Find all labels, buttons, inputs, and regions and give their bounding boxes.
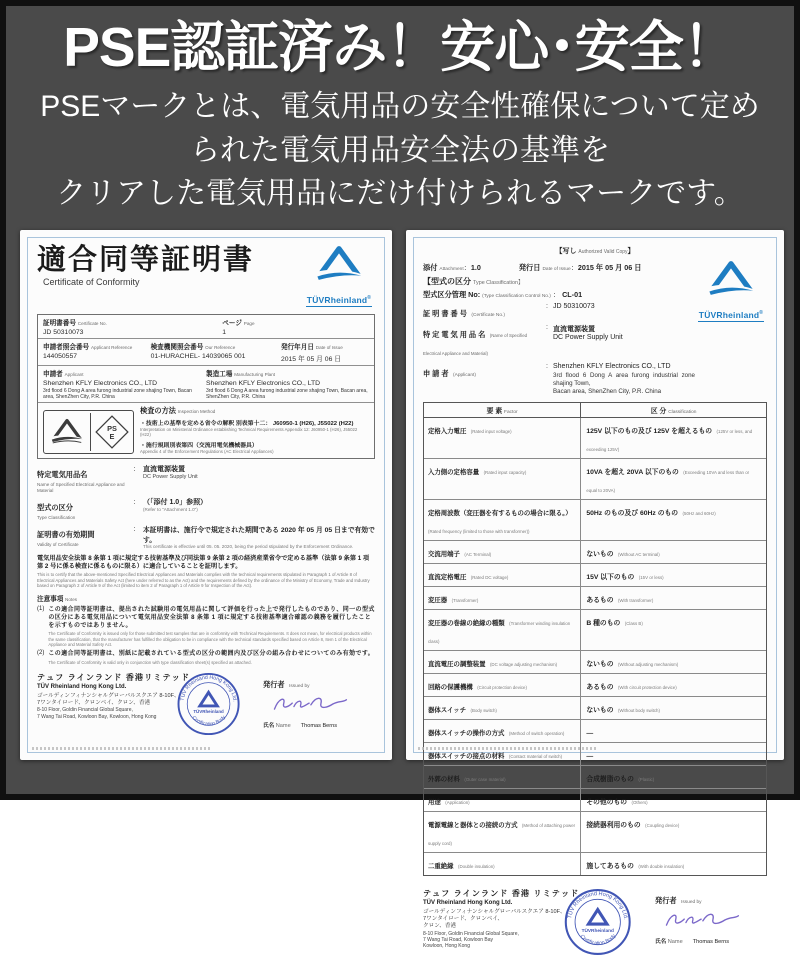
- certification-stamp: [564, 888, 632, 961]
- registered-mark: ®: [759, 309, 764, 316]
- signature: [659, 909, 765, 936]
- signer-name: Thomas Berns: [300, 722, 338, 729]
- table-row: [424, 766, 766, 789]
- classification-cell: 15V 以下のもの (15V or less): [586, 573, 664, 581]
- tuv-outline-triangle-icon: [48, 417, 86, 447]
- svg-text:TÜVRheinland: TÜVRheinland: [581, 928, 614, 934]
- note1-en: The Certificate of Conformity is issued only for those submitted test samples that are in conformity with Technical Requirements. It does not mean, for electrical products within the same classification, that the manufacturer has fulfilled the obligation to be in compliance with the technical standards specified based on Article 8, Item 1 of the Electrical Appliance and Material Safety Act.: [48, 631, 372, 648]
- svg-text:TÜV Rheinland Hong Kong Ltd.: TÜV Rheinland Hong Kong Ltd.: [179, 674, 238, 702]
- certificate-title-block: [37, 245, 254, 287]
- plant-company: Shenzhen KFLY Electronics CO., LTD: [206, 379, 321, 387]
- factor-cell: 電源電線と器体との接続の方式 (Method of attaching power supply cord): [424, 812, 581, 852]
- factor-cell: 変圧器の巻線の絶縁の種類 (Transformer winding insulation class): [424, 610, 581, 650]
- plant-address: 3rd flood 6 Dong A area furong industrial zone shajing Town, Bacan area, ShenZhen City, P.R. China: [206, 387, 368, 400]
- factor-cell: 直流定格電圧 (Rated DC voltage): [424, 564, 581, 586]
- factor-cell: 回路の保護機構 (Circuit protection device): [424, 674, 581, 696]
- table-row: [424, 541, 766, 564]
- issuer-name-jp: テュフ ラインランド 香港 リミテッド: [423, 888, 580, 898]
- type-value-en: (Refer to "Attachment 1.0"): [143, 506, 198, 512]
- factor-cell: 二重絶縁 (Double insulation): [424, 853, 581, 875]
- classification-cell: ないもの (Without AC terminal): [586, 550, 660, 558]
- note2-jp: この適合同等証明書は、別紙に記載されている型式の区分の範囲内及び区分の組み合わせについてのみ有効です。: [48, 651, 375, 658]
- certify-jp: 電気用品安全法第 8 条第 1 項に規定する技術基準及び同法第 9 条第 2 項の経済産業省令で定める基準（法第 9 条第 1 項第 2 号に係る検査に係るものに限る）に適合していることを証明します。: [37, 554, 370, 570]
- table-row: [424, 720, 766, 743]
- notes-heading: 注意事項 Notes: [37, 596, 78, 604]
- certify-en: This is to certify that the above-mentioned Specified Electrical Appliances and Materials complies with the technical requirements stipulated in Paragraph 1 of Article 8 of Electrical Appliances and Materials Safety Act (here under referred to as the Act) and the requirements defined by the ordinance of the Ministry of Economy, Trade and Industry based on Paragraph 2 of Article 9 of the Act (limited to item 2 of Paragraph 1 of Article 9 for Inspection of the Act).: [37, 572, 370, 589]
- applicant-company: Shenzhen KFLY Electronics CO., LTD: [553, 362, 671, 370]
- applicant-address: 3rd flood 6 Dong A area furong industrial zone shajing Town, Bacan area, ShenZhen City, P.R. China: [553, 371, 695, 395]
- table-row: [424, 651, 766, 674]
- certificate-header-table: [37, 314, 375, 460]
- factor-cell: 定格周波数（変圧器を有するものの場合に限る。） (Rated frequency (limited to those with transformer)): [424, 500, 581, 540]
- table-row: [424, 812, 766, 853]
- pse-mark-icon: [95, 415, 129, 449]
- factor-cell: 器体スイッチ (Body switch): [424, 697, 581, 719]
- classification-table: [423, 402, 767, 876]
- issued-by-block: 発行者 Issued by 氏名 Name Thomas Berns: [263, 674, 373, 729]
- attachment-value: 1.0: [470, 262, 481, 272]
- page-value: 1: [222, 328, 227, 336]
- type-heading: 【型式の区分 Type Classification】: [423, 276, 524, 286]
- inspection-method-text: 検査の方法 Inspection Method ・技術上の基準を定める省令の解釈 別表第十二： J60950-1 (H26), J55022 (H22) Interpretation on Ministerial Ordinance establishing Technical Requirements Appendix 12: J60950-1 (H26), J55022 (H22) ・施行規則別表第四（交流用電気機械器具） Appendix 4 of the Enforcement Regulations (AC Electrical Appliances): [140, 406, 369, 454]
- issued-by-block: 発行者 Issued by 氏名 Name Thomas Berns: [655, 890, 765, 945]
- cert-no-value: JD 50310073: [43, 328, 84, 336]
- certificate-title-en: Certificate of Conformity: [43, 277, 140, 288]
- signer-name: Thomas Berns: [692, 938, 730, 945]
- validity-jp: 本証明書は、施行令で規定された期間である 2020 年 05 月 05 日まで有効です。: [143, 527, 375, 545]
- applicant-address: 3rd flood 6 Dong A area furong industrial zone shajing Town, Bacan area, ShenZhen City, P.R. China: [43, 387, 192, 400]
- factor-cell: 器体スイッチの操作の方式 (Method of switch operation): [424, 720, 581, 742]
- certificate-no-value: JD 50310073: [553, 302, 595, 310]
- issuer-footer: [423, 888, 767, 962]
- issue-date-value: 2015 年 05 月 06 日: [577, 262, 642, 272]
- table-row: [424, 418, 766, 459]
- note-2: (2) この適合同等証明書は、別紙に記載されている型式の区分の範囲内及び区分の組み合わせについてのみ有効です。 The Certificate of Conformity is valid only in conjunction with type classification sheet(s) specified as attached.: [37, 650, 375, 665]
- issuer-name-en: TÜV Rheinland Hong Kong Ltd.: [37, 683, 127, 690]
- classification-cell: あるもの (With transformer): [586, 596, 654, 604]
- certificates-row: [20, 230, 784, 950]
- intro-line-2: られた電気用品安全法の基準を: [190, 133, 610, 167]
- specification-section: [37, 464, 375, 549]
- classification-cell: —: [586, 752, 594, 760]
- certificate-no-line: 証 明 書 番 号 (Certificate No.) : JD 50310073: [423, 303, 695, 321]
- certification-marks: [43, 410, 134, 454]
- note-1: (1) この適合同等証明書は、提出された試験用の電気用品に関して評価を行った上で発行したものであり、同一の型式の区分にある電気用品について電気用品安全法第 8 条第 1 項に規定する技術基準適合確認の義務を履行したことを示すものではありません。 The Certificate of Conformity is issued only for those submitted test samples that are in conformity with Technical Requirements. It does not mean, for electrical products within the same classification, that the manufacturer has fulfilled the obligation to be in compliance with the technical standards specified based on Article 8, Item 1 of the Electrical Appliance and Material Safety Act.: [37, 606, 375, 648]
- classification-cell: 125V 以下のもの及び 125V を超えるもの (125V or less, and exceeding 125V): [586, 427, 753, 452]
- intro-line-1: PSEマークとは、電気用品の安全性確保について定め: [40, 90, 760, 124]
- issuer-name-jp: テュフ ラインランド 香港リミテッド: [37, 672, 191, 682]
- table-row: [424, 610, 766, 651]
- classification-cell: 合成樹脂のもの (Plastic): [586, 775, 655, 783]
- appliance-name-en: DC Power Supply Unit: [553, 333, 623, 341]
- certificate-frame: [413, 237, 777, 950]
- table-row: [424, 564, 766, 587]
- attachment-issue-line: 添付 Attachment：1.0 発行日 Date of Issue：2015 年 05 月 06 日: [423, 262, 642, 272]
- svg-text:E: E: [109, 432, 115, 442]
- control-no-line: 型式区分管理 No: (Type Classification Control No.) ： CL-01: [423, 289, 583, 299]
- table-row: [424, 789, 766, 812]
- certification-stamp: [177, 672, 241, 741]
- fine-print-line: [32, 747, 212, 750]
- control-no-value: CL-01: [562, 289, 583, 299]
- certificate-title-jp: 適合同等証明書: [37, 243, 255, 276]
- classification-cell: 50Hz のもの及び 60Hz のもの (50Hz and 60Hz): [586, 509, 716, 517]
- certificate-of-conformity: [20, 230, 392, 760]
- table-row: [424, 853, 766, 875]
- type-classification-sheet: [406, 230, 784, 950]
- svg-text:TÜVRheinland: TÜVRheinland: [193, 709, 224, 715]
- table-body: [424, 418, 766, 875]
- tuv-wordmark: TÜVRheinland®: [306, 294, 372, 305]
- table-row: [424, 587, 766, 610]
- classification-cell: 施してあるもの (With double insulation): [586, 862, 685, 870]
- fine-print-line: [418, 747, 598, 750]
- table-row: [424, 459, 766, 500]
- svg-text:Certification Body: Certification Body: [190, 715, 227, 728]
- svg-text:PS: PS: [107, 424, 117, 434]
- classification-cell: ないもの (Without body switch): [586, 706, 660, 714]
- header-fields: [423, 260, 695, 396]
- issuer-name-en: TÜV Rheinland Hong Kong Ltd.: [423, 899, 513, 906]
- inspection-item2-en: Appendix 4 of the Enforcement Regulations (AC Electrical Appliances): [140, 448, 274, 454]
- table-row: [424, 697, 766, 720]
- validity-row: 証明書の有効期間 Validity of Certificate ： 本証明書は、施行令で規定された期間である 2020 年 05 月 05 日まで有効です。 This certificate is effective until 05. 05. 2020, being the period stipulated by the Enforcement Ordinance.: [37, 526, 375, 550]
- applicant-row: 申請者 Applicant Shenzhen KFLY Electronics CO., LTD 3rd flood 6 Dong A area furong industrial zone shajing Town, Bacan area, ShenZhen City, P.R. China 製造工場 Manufacturing Plant Shenzhen KFLY Electronics CO., LTD 3rd flood 6 Dong A area furong industrial zone shajing Town, Bacan area, ShenZhen City, P.R. China: [38, 366, 374, 404]
- factor-cell: 入力側の定格容量 (Rated input capacity): [424, 459, 581, 499]
- issue-date-value: 2015 年 05 月 06 日: [280, 355, 342, 363]
- tuv-rheinland-logo: [695, 260, 767, 396]
- applicant-ref-value: 144050557: [43, 352, 78, 360]
- svg-text:Certification Body: Certification Body: [578, 933, 618, 947]
- type-value-jp: （「添付 1.0」参照）: [143, 498, 208, 506]
- factor-cell: 用途 (Application): [424, 789, 581, 811]
- classification-cell: あるもの (With circuit protection device): [586, 683, 677, 691]
- our-ref-value: 01-HURACHEL- 14039065 001: [150, 352, 246, 360]
- classification-cell: 10VA を超え 20VA 以下のもの (Exceeding 10VA and less than or equal to 20VA): [586, 468, 750, 493]
- note1-jp: この適合同等証明書は、提出された試験用の電気用品に関して評価を行った上で発行したものであり、同一の型式の区分にある電気用品について電気用品安全法第 8 条第 1 項に規定する技術基準適合確認の義務を履行したことを示すものではありません。: [48, 607, 375, 630]
- appliance-name-row: 特定電気用品名 Name of Specified Electrical Appliance and Material ： 直流電源装置 DC Power Supply Unit: [37, 466, 198, 493]
- inspection-item1-jp: ・技術上の基準を定める省令の解釈 別表第十二： J60950-1 (H26), J55022 (H22): [140, 421, 354, 428]
- tuv-triangle-icon: [704, 260, 758, 300]
- applicant-line: 申 請 者 (Applicant) : Shenzhen KFLY Electronics CO., LTD 3rd flood 6 Dong A area furong industrial zone shajing Town, Bacan area, ShenZhen City, P.R. China: [423, 362, 695, 395]
- certificate-frame: [27, 237, 385, 753]
- applicant-company: Shenzhen KFLY Electronics CO., LTD: [43, 379, 158, 387]
- cert-no-row: 証明書番号 Certificate No. ページ Page JD 50310073 1: [38, 315, 374, 339]
- appliance-name-jp: 直流電源装置: [143, 466, 185, 474]
- classification-cell: 接続器利用のもの (Coupling device): [586, 821, 680, 829]
- classification-cell: B 種のもの (Class B): [586, 619, 643, 627]
- factor-cell: 外郭の材料 (Outer case material): [424, 766, 581, 788]
- classification-cell: その他のもの (Others): [586, 798, 648, 806]
- issuer-block: テュフ ラインランド 香港 リミテッド TÜV Rheinland Hong Kong Ltd. ゴールディンフィナンシャルグローバルスクエア 8-10F、 7ワンタイロード、クロンベイ、 クロン、香港 8-10 Floor, Goldin Financial Global Square, 7 Wang Tai Road, Kowloon Bay Kowloon, Hong Kong: [423, 888, 602, 950]
- factor-cell: 器体スイッチの接点の材料 (Contact material of switch): [424, 743, 581, 765]
- issuer-footer: [37, 672, 375, 746]
- tuv-triangle-icon: [312, 245, 366, 285]
- headline: PSE認証済み！安心･安全！: [63, 16, 737, 78]
- inspection-item2-jp: ・施行規則別表第四（交流用電気機械器具）: [140, 442, 258, 449]
- factor-cell: 直流電圧の調整装置 (DC voltage adjusting mechanism): [424, 651, 581, 673]
- svg-text:TÜV Rheinland Hong Kong Ltd.: TÜV Rheinland Hong Kong Ltd.: [567, 891, 629, 920]
- appliance-name-en: DC Power Supply Unit: [143, 474, 198, 481]
- classification-cell: ないもの (Without adjusting mechanism): [586, 660, 679, 668]
- references-row: 申請者照会番号 Applicant Reference 検査機関照会番号 Our Reference 発行年月日 Date of Issue 144050557 01-HURACHEL- 14039065 001 2015 年 05 月 06 日: [38, 339, 374, 366]
- factor-cell: 交流用端子 (AC Terminal): [424, 541, 581, 563]
- tuv-rheinland-logo: [303, 245, 375, 308]
- inspection-item1-en: Interpretation on Ministerial Ordinance establishing Technical Requirements Appendix 12: J60950-1 (H26), J55022 (H22): [140, 427, 358, 438]
- table-row: [424, 500, 766, 541]
- intro-line-3: クリアした電気用品にだけ付けられるマークです。: [56, 177, 744, 211]
- validity-en: This certificate is effective until 05. 05. 2020, being the period stipulated by the Enforcement Ordinance.: [143, 544, 354, 550]
- note2-en: The Certificate of Conformity is valid only in conjunction with type classification sheet(s) specified as attached.: [48, 659, 252, 665]
- banner-section: [6, 16, 794, 216]
- signature: [267, 693, 373, 720]
- factor-cell: 変圧器 (Transformer): [424, 587, 581, 609]
- appliance-name-line: 特 定 電 気 用 品 名 (Name of Specified Electrical Appliance and Material) : 直流電源装置 DC Power Supply Unit: [423, 323, 623, 356]
- authorized-copy-tag: 【写し Authorized Valid Copy】: [555, 247, 635, 255]
- inspection-method-row: [38, 403, 374, 458]
- registered-mark: ®: [367, 294, 372, 301]
- intro-text: [6, 85, 794, 216]
- factor-cell: 定格入力電圧 (Rated input voltage): [424, 418, 581, 458]
- table-header-row: 要 素 Factor 区 分 Classification: [424, 403, 766, 418]
- certify-statement: [37, 555, 375, 589]
- tuv-wordmark: TÜVRheinland®: [698, 309, 764, 320]
- type-classification-row: 型式の区分 Type Classification ： （「添付 1.0」参照） (Refer to "Attachment 1.0"): [37, 498, 208, 520]
- appliance-name-jp: 直流電源装置: [553, 325, 595, 333]
- table-row: [424, 674, 766, 697]
- issuer-block: テュフ ラインランド 香港リミテッド TÜV Rheinland Hong Kong Ltd. ゴールディンフィナンシャルグローバルスクエア 8-10F、 7ワンタイロード、クロンベイ、クロン、香港 8-10 Floor, Goldin Financial Global Square, 7 Wang Tai Road, Kowloon Bay, Kowloon, Hong Kong: [37, 672, 213, 720]
- classification-cell: —: [586, 729, 594, 737]
